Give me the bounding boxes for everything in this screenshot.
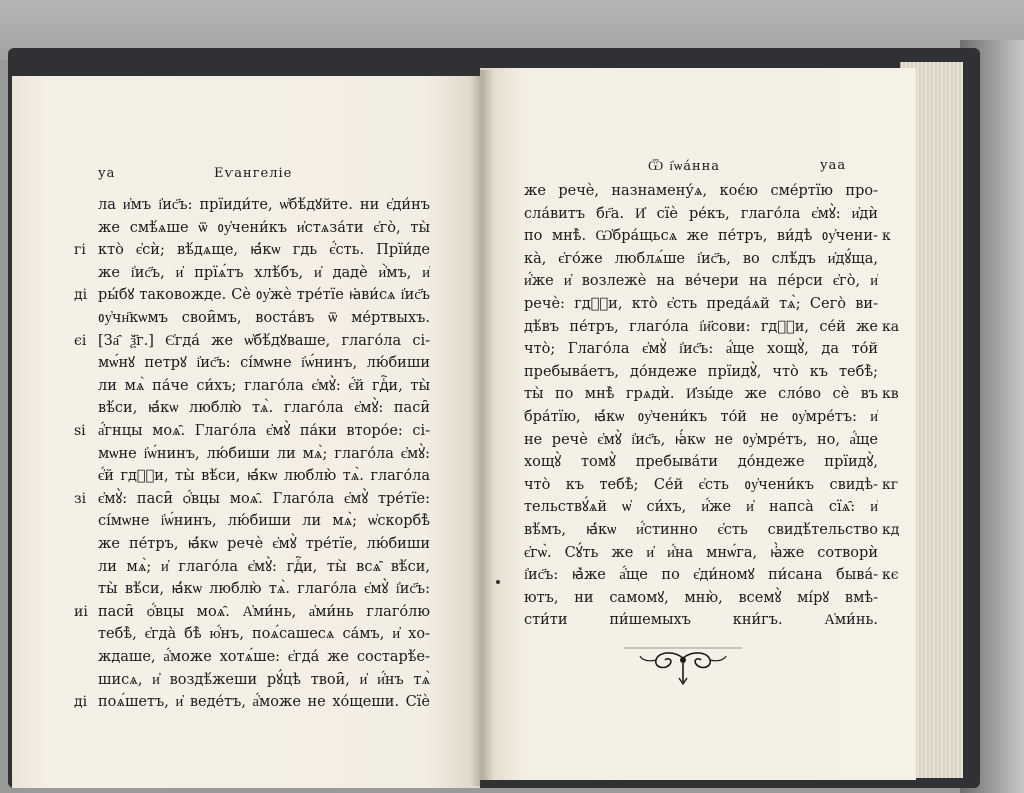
text-line: ждаше, а҆́може хотѧ́ше: є҆гда́ же состарѣ́е- <box>98 649 430 665</box>
text-line: сти́ти пи́шемыхъ кни́гъ. А҆ми́нь. <box>524 612 878 629</box>
verse-number: ді <box>74 287 88 304</box>
text-line: что̀ къ тебѣ̀; Се́й є҆сть ᲂу҆чени́къ свидѣ- <box>524 476 878 493</box>
verse-number: кв <box>882 386 899 403</box>
text-line: бра́тїю, ꙗ҆́кѡ ᲂу҆чени́къ то́й не ᲂу҆мре́тъ: и҆ <box>524 409 878 425</box>
text-line: вѣ́си, ꙗ҆́кѡ люблю̀ тѧ̀. глаго́ла є҆мꙋ̀: паси̑ <box>98 400 430 417</box>
text-line: же пе́тръ, ꙗ҆́кѡ речѐ є҆мꙋ̀ тре́тїе, лю́биши <box>98 536 430 552</box>
text-line: не речѐ є҆мꙋ̀ і҆ис҃ъ, ꙗ҆́кѡ не ᲂу҆мре́тъ, но, а҆́ще <box>524 431 878 448</box>
right-page-number: уаа <box>820 158 847 173</box>
text-line: ютъ, ни самомꙋ, мню̀, всемꙋ̀ мі́рꙋ вмѣ- <box>524 589 878 606</box>
verse-number: ѕі <box>74 423 86 439</box>
text-line: тебѣ̀, є҆гда̀ бѣ̀ ю҆́нъ, поѧ́сашесѧ са́мъ, и҆ хо- <box>98 626 430 643</box>
text-line: паси̑ ѻ҆́вцы моѧ̑. А҆ми́нь, а҆ми́нь глаго́лю <box>98 603 430 620</box>
left-running-head: Еѵангеліе <box>214 166 293 181</box>
book-gutter <box>470 70 494 786</box>
text-line: кто̀ є҆сѝ; вѣ́дѧще, ꙗ҆́кѡ гдь є҆́сть. Прїи́де <box>98 242 430 259</box>
text-line: сла́витъ бг҃а. И҆ сїѐ ре́къ, глаго́ла є҆мꙋ̀: и҆дѝ <box>524 205 878 222</box>
text-line: что̀; Глаго́ла є҆мꙋ̀ і҆ис҃ъ: а҆́ще хощꙋ̀, да то́й <box>524 341 878 358</box>
text-line: тельствꙋ́ѧй ѡ҆ си́хъ, и҆́же и҆ напса̀ сїѧ̑: и҆ <box>524 499 878 516</box>
text-line: хощꙋ̀ томꙋ̀ пребыва́ти до́ндеже прїидꙋ̀, <box>524 454 878 471</box>
text-line: мѡ́нꙋ петрꙋ і҆ис҃ъ: сі́мѡне і҆ѡ́нинъ, лю́биши <box>98 355 430 372</box>
text-line: ᲂу҆чн҃кѡмъ свои̑мъ, воста́въ ѿ ме́ртвыхъ. <box>98 310 430 326</box>
text-line: дѣ́въ пе́тръ, глаго́ла і҆и҃сови: гдⷭ҇и, се́й же <box>524 318 878 335</box>
text-line: ла и҆мъ і҆ис҃ъ: прїиди́те, ѡ҆бѣ́дꙋйте. ни є҆ди́нъ <box>98 197 430 213</box>
text-line: же речѐ, назнамену́ѧ, коє́ю сме́ртїю про- <box>524 183 878 199</box>
text-line: ты̀ вѣ́си, ꙗ҆́кѡ люблю̀ тѧ̀. глаго́ла є҆мꙋ̀ і҆ис҃ъ: <box>98 581 430 598</box>
verse-number: иі <box>74 603 88 620</box>
text-line: по мнѣ̀. Ѡ҆бра́щьсѧ же пе́тръ, ви́дѣ ᲂу҆чени- <box>524 228 878 245</box>
verse-number: к <box>882 228 891 245</box>
text-line: ли мѧ̀; и҆ глаго́ла є҆мꙋ̀: гдⷭ҇и, ты̀ всѧ̑ вѣ́си, <box>98 558 430 575</box>
left-page <box>12 76 480 788</box>
verse-number: зі <box>74 490 87 507</box>
verse-number: єі <box>74 332 87 349</box>
left-page-number: уа <box>98 166 116 181</box>
text-line: сі́мѡне і҆ѡ́нинъ, лю́биши ли мѧ̀; ѡ҆скорбѣ̀ <box>98 513 430 530</box>
text-line: і҆ис҃ъ: ꙗ҆̀же а҆́ще по є҆ди́номꙋ пи́сана быва́- <box>524 567 878 584</box>
text-line: пребыва́етъ, до́ндеже прїидꙋ̀, что̀ къ тебѣ̀; <box>524 363 878 380</box>
scan-speck <box>496 580 500 584</box>
verse-number: гі <box>74 242 86 259</box>
right-page <box>480 68 916 780</box>
ornament-icon <box>618 642 748 692</box>
verse-number: кд <box>882 522 900 538</box>
text-line: ка̀, є҆го́же люблѧ́ше і҆ис҃ъ, во слѣ́дъ и҆дꙋ́ща, <box>524 250 878 267</box>
text-line: є҆гѡ̀. Сꙋ́ть же и҆ и҆́на мнѡ́га, ꙗ҆̀же сотворѝ <box>524 544 878 561</box>
right-running-head: Ѿ і҆ѡа́нна <box>648 159 721 174</box>
text-line: ты̀ по мнѣ̀ грѧдѝ. И҆зы́де же сло́во сѐ въ <box>524 386 878 403</box>
text-line: вѣ́мъ, ꙗ҆́кѡ и҆́стинно є҆сть свидѣ́тельство <box>524 522 878 538</box>
verse-number: ді <box>74 694 88 711</box>
text-line: и҆́же и҆ возлежѐ на ве́чери на пе́рси є҆го̀, и҆ <box>524 273 878 290</box>
verse-number: кг <box>882 476 899 493</box>
text-line: ли мѧ̀ па́че си́хъ; глаго́ла є҆мꙋ̀: є҆́й гдⷭ҇и, ты̀ <box>98 377 430 394</box>
text-line: речѐ: гдⷭ҇и, кто̀ є҆сть преда́ѧй тѧ̀; Сего̀ ви- <box>524 296 878 312</box>
text-line: же смѣ́ѧше ѿ ᲂу҆чени́къ и҆стѧза́ти є҆го̀, ты̀ <box>98 219 430 236</box>
text-line: є҆мꙋ̀: паси̑ ѻ҆́вцы моѧ̑. Глаго́ла є҆мꙋ̀ тре́тїе: <box>98 490 430 507</box>
text-line: же і҆ис҃ъ, и҆ прїѧ́тъ хлѣ́бъ, и҆ дадѐ и҆̀мъ, и҆ <box>98 264 430 281</box>
verse-number: кє <box>882 567 899 584</box>
text-line: мѡне і҆ѡ́нинъ, лю́биши ли мѧ̀; глаго́ла є҆мꙋ̀: <box>98 445 430 462</box>
text-line: ры́бꙋ таковожде. Сѐ ᲂу҆жѐ тре́тїе ꙗ҆ви́сѧ і҆ис҃ъ <box>98 287 430 304</box>
text-line: а҆́гнцы моѧ̑. Глаго́ла є҆мꙋ̀ па́ки второ́е: сі- <box>98 423 430 439</box>
text-line: [За҄ ѯ҃г.] Є҆гда́ же ѡ҆бѣ́дꙋваше, глаго́ла сі- <box>98 332 430 349</box>
text-line: шисѧ, и҆ воздѣ́жеши рꙋ́цѣ твои̑, и҆ и҆́нъ тѧ̀ <box>98 671 430 688</box>
text-line: поѧ́шетъ, и҆ веде́тъ, а҆́може не хо́щеши. Сїѐ <box>98 694 430 711</box>
text-line: є҆́й гдⷭ҇и, ты̀ вѣ́си, ꙗ҆́кѡ люблю̀ тѧ̀. глаго́ла <box>98 468 430 485</box>
verse-number: ка <box>882 318 900 335</box>
